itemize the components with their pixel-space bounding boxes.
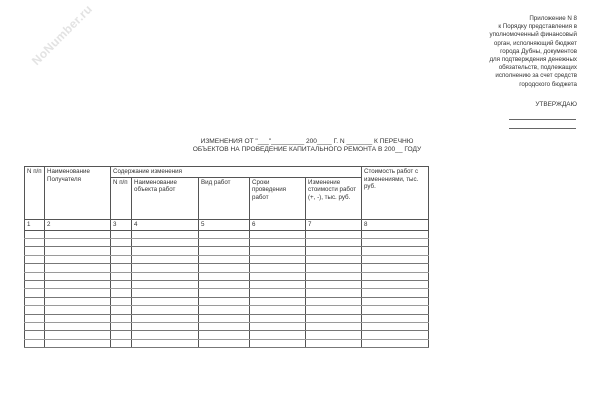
table-cell[interactable]	[111, 247, 132, 255]
table-row	[25, 230, 429, 238]
table-cell[interactable]	[199, 322, 250, 330]
table-row	[25, 272, 429, 280]
table-cell[interactable]	[199, 247, 250, 255]
table-cell[interactable]	[45, 247, 111, 255]
watermark: NoNumber.ru	[29, 2, 95, 68]
table-cell[interactable]	[25, 314, 45, 322]
table-cell[interactable]	[306, 280, 362, 288]
table-cell[interactable]	[250, 331, 306, 339]
table-row	[25, 247, 429, 255]
table-cell[interactable]	[111, 306, 132, 314]
table-cell[interactable]	[111, 230, 132, 238]
table-cell[interactable]	[25, 272, 45, 280]
table-cell[interactable]	[132, 322, 199, 330]
table-cell[interactable]	[45, 322, 111, 330]
table-cell[interactable]	[306, 230, 362, 238]
table-cell[interactable]	[306, 322, 362, 330]
appendix-line: для подтверждения денежных	[489, 56, 577, 64]
appendix-line: исполнению за счет средств	[495, 72, 577, 80]
table-cell[interactable]	[306, 272, 362, 280]
table-cell[interactable]	[45, 297, 111, 305]
table-cell[interactable]	[111, 280, 132, 288]
table-cell[interactable]	[362, 264, 429, 272]
table-cell[interactable]	[45, 238, 111, 246]
header-work-type: Вид работ	[199, 177, 250, 219]
header-sub-num: N п/п	[111, 177, 132, 219]
table-row	[25, 255, 429, 263]
table-cell[interactable]	[132, 264, 199, 272]
column-number: 1	[25, 219, 45, 230]
table-cell[interactable]	[199, 314, 250, 322]
table-cell[interactable]	[199, 289, 250, 297]
title-line-1: ИЗМЕНЕНИЯ ОТ "___"_________ 200____ Г. N _______ К ПЕРЕЧНЮ	[200, 138, 414, 145]
table-cell[interactable]	[250, 297, 306, 305]
table-cell[interactable]	[250, 264, 306, 272]
table-cell[interactable]	[362, 247, 429, 255]
table-cell[interactable]	[250, 230, 306, 238]
table-cell[interactable]	[25, 339, 45, 347]
table-cell[interactable]	[306, 297, 362, 305]
table-cell[interactable]	[362, 331, 429, 339]
document-title	[160, 138, 454, 154]
table-cell[interactable]	[362, 230, 429, 238]
approve-label: УТВЕРЖДАЮ	[535, 101, 577, 108]
table-cell[interactable]	[45, 230, 111, 238]
table-cell[interactable]	[306, 289, 362, 297]
table-cell[interactable]	[362, 280, 429, 288]
table-cell[interactable]	[250, 247, 306, 255]
header-work-period: Сроки проведения работ	[250, 177, 306, 219]
table-cell[interactable]	[199, 230, 250, 238]
column-number: 2	[45, 219, 111, 230]
table-row	[25, 289, 429, 297]
table-cell[interactable]	[306, 331, 362, 339]
table-row	[25, 297, 429, 305]
table-row	[25, 331, 429, 339]
table-cell[interactable]	[132, 289, 199, 297]
table-cell[interactable]	[111, 289, 132, 297]
table-cell[interactable]	[132, 272, 199, 280]
table-cell[interactable]	[25, 297, 45, 305]
changes-table	[24, 166, 429, 348]
table-cell[interactable]	[306, 264, 362, 272]
table-row	[25, 322, 429, 330]
table-cell[interactable]	[111, 272, 132, 280]
table-cell[interactable]	[362, 339, 429, 347]
appendix-line: городского бюджета	[519, 80, 577, 88]
table-cell[interactable]	[45, 289, 111, 297]
appendix-line: обязательств, подлежащих	[498, 64, 577, 72]
column-number: 4	[132, 219, 199, 230]
table-cell[interactable]	[45, 331, 111, 339]
column-number: 7	[306, 219, 362, 230]
table-cell[interactable]	[362, 314, 429, 322]
table-cell[interactable]	[25, 322, 45, 330]
column-number: 5	[199, 219, 250, 230]
appendix-line: уполномоченный финансовый	[489, 31, 577, 39]
header-change-content: Содержание изменения	[111, 167, 362, 178]
table-cell[interactable]	[45, 314, 111, 322]
table-cell[interactable]	[250, 289, 306, 297]
table-cell[interactable]	[45, 339, 111, 347]
table-cell[interactable]	[306, 306, 362, 314]
table-cell[interactable]	[250, 339, 306, 347]
table-cell[interactable]	[45, 272, 111, 280]
table-cell[interactable]	[111, 322, 132, 330]
signature-line[interactable]	[509, 119, 576, 120]
table-cell[interactable]	[25, 230, 45, 238]
table-cell[interactable]	[45, 280, 111, 288]
appendix-line: Приложение N 8	[529, 15, 577, 22]
table-cell[interactable]	[199, 255, 250, 263]
table-cell[interactable]	[111, 331, 132, 339]
table-cell[interactable]	[306, 339, 362, 347]
column-number: 6	[250, 219, 306, 230]
title-line-2: ОБЪЕКТОВ НА ПРОВЕДЕНИЕ КАПИТАЛЬНОГО РЕМОНТА В 200__ ГОДУ	[192, 146, 422, 153]
table-cell[interactable]	[45, 306, 111, 314]
table-cell[interactable]	[199, 280, 250, 288]
table-cell[interactable]	[25, 289, 45, 297]
table-cell[interactable]	[250, 272, 306, 280]
signature-line[interactable]	[509, 128, 576, 129]
table-cell[interactable]	[199, 264, 250, 272]
table-cell[interactable]	[199, 297, 250, 305]
table-cell[interactable]	[250, 322, 306, 330]
table-cell[interactable]	[362, 297, 429, 305]
table-cell[interactable]	[132, 306, 199, 314]
table-cell[interactable]	[25, 331, 45, 339]
table-cell[interactable]	[199, 331, 250, 339]
table-cell[interactable]	[111, 238, 132, 246]
table-cell[interactable]	[199, 272, 250, 280]
table-cell[interactable]	[306, 314, 362, 322]
appendix-line: к Порядку представления в	[498, 23, 577, 31]
table-cell[interactable]	[362, 322, 429, 330]
table-cell[interactable]	[111, 264, 132, 272]
header-recipient: Наименование Получателя	[45, 167, 111, 220]
table-row	[25, 264, 429, 272]
table-cell[interactable]	[250, 306, 306, 314]
table-cell[interactable]	[250, 238, 306, 246]
table-cell[interactable]	[362, 306, 429, 314]
table-cell[interactable]	[132, 331, 199, 339]
table-cell[interactable]	[132, 255, 199, 263]
table-cell[interactable]	[25, 280, 45, 288]
table-cell[interactable]	[199, 339, 250, 347]
column-number: 3	[111, 219, 132, 230]
table-row	[25, 238, 429, 246]
header-object-name: Наименование объекта работ	[132, 177, 199, 219]
appendix-note	[417, 15, 577, 89]
table-cell[interactable]	[132, 230, 199, 238]
header-cost-with-changes: Стоимость работ с изменениями, тыс. руб.	[362, 167, 429, 220]
table-cell[interactable]	[132, 238, 199, 246]
table-cell[interactable]	[45, 264, 111, 272]
table-cell[interactable]	[111, 339, 132, 347]
header-cost-change: Изменение стоимости работ (+, -), тыс. руб.	[306, 177, 362, 219]
table-cell[interactable]	[132, 339, 199, 347]
table-cell[interactable]	[199, 306, 250, 314]
table-cell[interactable]	[362, 238, 429, 246]
table-cell[interactable]	[362, 255, 429, 263]
table-row	[25, 280, 429, 288]
table-cell[interactable]	[25, 255, 45, 263]
table-cell[interactable]	[132, 297, 199, 305]
table-cell[interactable]	[25, 247, 45, 255]
table-cell[interactable]	[199, 238, 250, 246]
table-cell[interactable]	[250, 280, 306, 288]
table-cell[interactable]	[250, 314, 306, 322]
appendix-line: города Дубны, документов	[500, 47, 577, 55]
table-cell[interactable]	[306, 247, 362, 255]
table-cell[interactable]	[25, 306, 45, 314]
table-cell[interactable]	[25, 238, 45, 246]
table-cell[interactable]	[45, 255, 111, 263]
header-num: N п/п	[25, 167, 45, 220]
table-cell[interactable]	[132, 247, 199, 255]
table-row	[25, 314, 429, 322]
table-row	[25, 306, 429, 314]
table-cell[interactable]	[362, 289, 429, 297]
table-cell[interactable]	[25, 264, 45, 272]
table-cell[interactable]	[306, 238, 362, 246]
table-cell[interactable]	[362, 272, 429, 280]
table-row	[25, 339, 429, 347]
table-cell[interactable]	[111, 255, 132, 263]
table-cell[interactable]	[132, 280, 199, 288]
table-cell[interactable]	[306, 255, 362, 263]
table-cell[interactable]	[132, 314, 199, 322]
column-number: 8	[362, 219, 429, 230]
table-cell[interactable]	[111, 314, 132, 322]
appendix-line: орган, исполняющий бюджет	[493, 39, 577, 47]
table-cell[interactable]	[111, 297, 132, 305]
table-cell[interactable]	[250, 255, 306, 263]
